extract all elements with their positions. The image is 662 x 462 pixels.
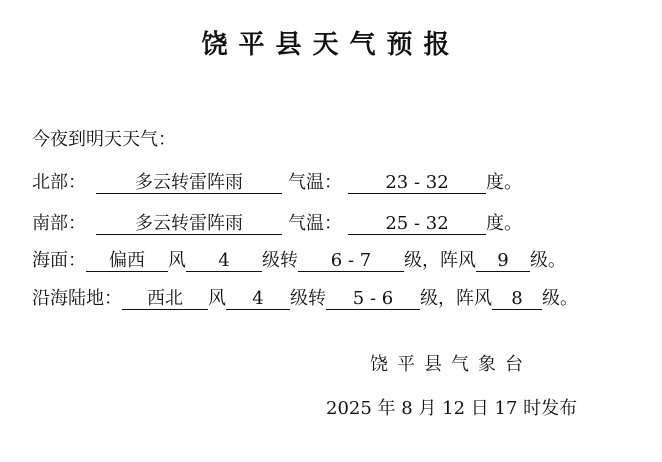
coast-wind-from: 4 [226, 289, 290, 310]
north-weather: 多云转雷阵雨 [96, 173, 282, 194]
sea-wind-from: 4 [186, 251, 262, 272]
issue-time: 2025 年 8 月 12 日 17 时发布 [326, 398, 578, 419]
coast-label: 沿海陆地： [32, 288, 122, 309]
south-temp-label: 气温： [288, 213, 342, 234]
coast-end: 级。 [542, 288, 578, 309]
coast-wind-label: 风 [208, 288, 226, 309]
south-forecast [32, 209, 522, 235]
south-temp: 25 - 32 [348, 214, 486, 235]
sea-wind-to: 6 - 7 [298, 251, 404, 272]
south-label: 南部： [32, 213, 86, 234]
sea-gust-label: 级，阵风 [404, 250, 476, 271]
page-title: 饶平县天气预报 [201, 30, 461, 60]
north-forecast [32, 168, 522, 194]
coast-wind-to: 5 - 6 [326, 289, 420, 310]
north-temp: 23 - 32 [348, 173, 486, 194]
intro-line [32, 125, 176, 151]
north-unit: 度。 [486, 172, 522, 193]
sea-forecast [32, 246, 566, 272]
coast-turn-label: 级转 [290, 288, 326, 309]
coast-gust: 8 [492, 289, 542, 310]
south-unit: 度。 [486, 213, 522, 234]
sea-turn-label: 级转 [262, 250, 298, 271]
coast-forecast [32, 284, 578, 310]
sea-wind-label: 风 [168, 250, 186, 271]
north-temp-label: 气温： [288, 172, 342, 193]
sea-gust: 9 [476, 251, 530, 272]
sea-wind-direction: 偏西 [86, 251, 168, 272]
intro-text: 今夜到明天天气： [32, 129, 176, 150]
issuing-agency: 饶平县气象台 [370, 354, 532, 375]
north-label: 北部： [32, 172, 86, 193]
sea-end: 级。 [530, 250, 566, 271]
south-weather: 多云转雷阵雨 [96, 214, 282, 235]
coast-wind-direction: 西北 [122, 289, 208, 310]
coast-gust-label: 级，阵风 [420, 288, 492, 309]
sea-label: 海面： [32, 250, 86, 271]
